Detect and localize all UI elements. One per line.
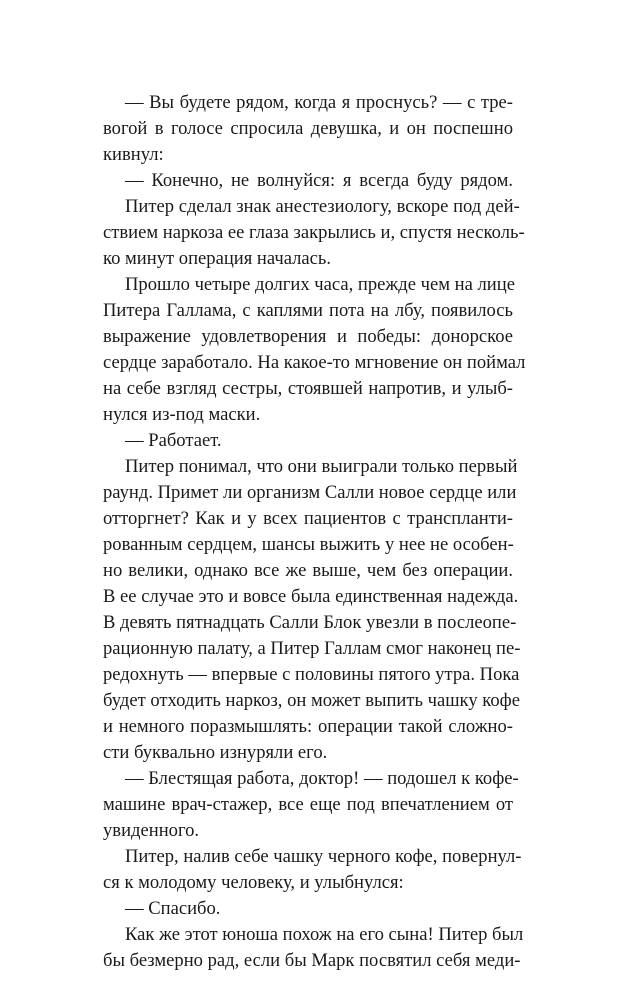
text-line: Питер сделал знак анестезиологу, вскоре под дей- xyxy=(125,196,520,217)
text-line: Питер понимал, что они выиграли только первый xyxy=(125,456,518,477)
text-line: увиденного. xyxy=(103,820,200,841)
text-line: отторгнет? Как и у всех пациентов с транспланти- xyxy=(103,508,513,529)
text-line: машине врач-стажер, все еще под впечатлением от xyxy=(103,794,513,815)
text-line: будет отходить наркоз, он может выпить чашку кофе xyxy=(103,690,520,711)
text-line: сердце заработало. На какое-то мгновение он поймал xyxy=(103,352,526,373)
text-line: Как же этот юноша похож на его сына! Питер был xyxy=(125,924,524,945)
text-line: выражение удовлетворения и победы: донорское xyxy=(103,326,513,347)
text-line: — Блестящая работа, доктор! — подошел к кофе- xyxy=(125,768,519,789)
text-line: на себе взгляд сестры, стоявшей напротив, и улыб- xyxy=(103,378,513,399)
text-line: Прошло четыре долгих часа, прежде чем на лице xyxy=(125,274,515,295)
text-line: рованным сердцем, шансы выжить у нее не особен- xyxy=(103,534,514,555)
text-line: сти буквально изнуряли его. xyxy=(103,742,328,763)
text-line: Питер, налив себе чашку черного кофе, повернул- xyxy=(125,846,522,867)
text-line: Питера Галлама, с каплями пота на лбу, появилось xyxy=(103,300,513,321)
text-line: ко минут операция началась. xyxy=(103,248,332,269)
text-line: редохнуть — впервые с половины пятого утра. Пока xyxy=(103,664,520,685)
text-line: рационную палату, а Питер Галлам смог наконец пе- xyxy=(103,638,521,659)
text-line: — Конечно, не волнуйся: я всегда буду рядом. xyxy=(125,170,513,191)
text-line: нулся из-под маски. xyxy=(103,404,261,425)
text-line: ся к молодому человеку, и улыбнулся: xyxy=(103,872,404,893)
text-line: но велики, однако все же выше, чем без операции. xyxy=(103,560,513,581)
text-line: — Работает. xyxy=(125,430,222,451)
text-line: — Спасибо. xyxy=(125,898,221,919)
text-line: В девять пятнадцать Салли Блок увезли в послеопе- xyxy=(103,612,517,633)
text-line: ствием наркоза ее глаза закрылись и, спустя несколь- xyxy=(103,222,525,243)
text-line: и немного поразмышлять: операции такой сложно- xyxy=(103,716,513,737)
text-line: В ее случае это и вовсе была единственная надежда. xyxy=(103,586,519,607)
text-line: раунд. Примет ли организм Салли новое сердце или xyxy=(103,482,517,503)
text-line: бы безмерно рад, если бы Марк посвятил себя меди- xyxy=(103,950,521,971)
text-line: — Вы будете рядом, когда я проснусь? — с тре- xyxy=(125,92,513,113)
text-line: вогой в голосе спросила девушка, и он поспешно xyxy=(103,118,513,139)
text-line: кивнул: xyxy=(103,144,164,165)
